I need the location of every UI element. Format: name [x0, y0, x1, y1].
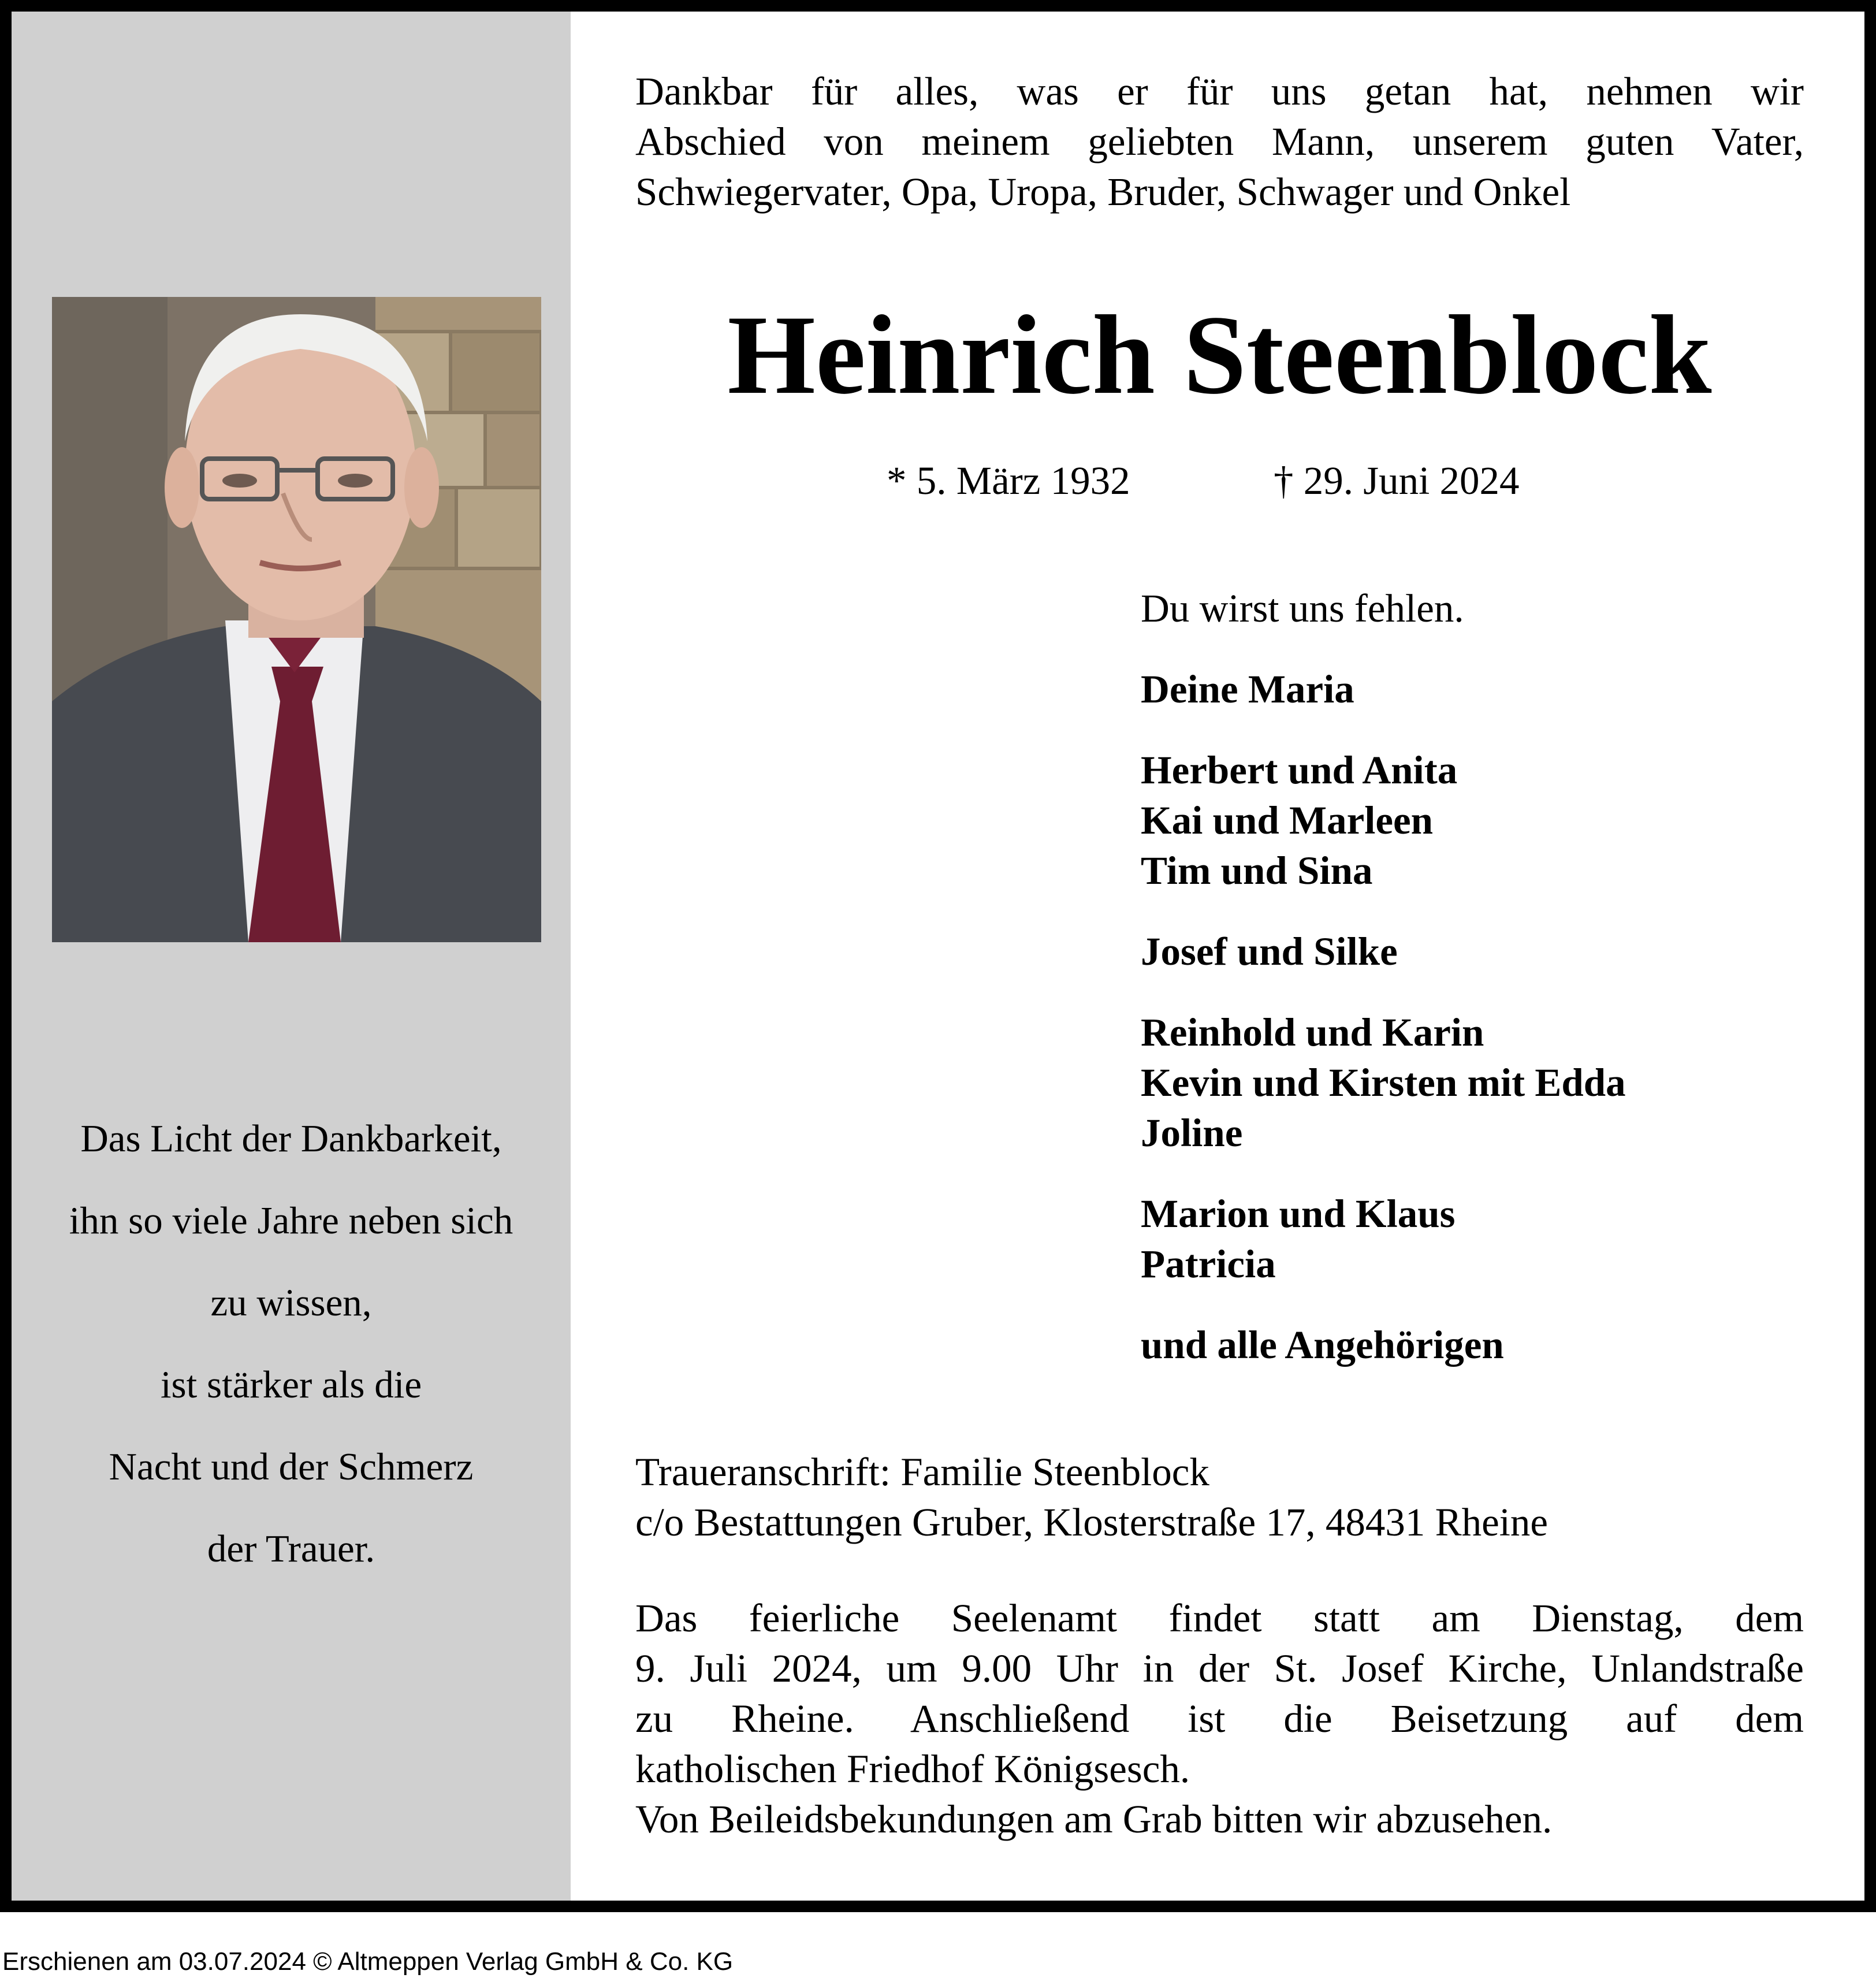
mourning-address [635, 1447, 1548, 1548]
address-line: Traueranschrift: Familie Steenblock [635, 1450, 1209, 1494]
signer-group [1141, 1320, 1626, 1370]
signer-line: und alle Angehörigen [1141, 1323, 1504, 1367]
service-info [635, 1593, 1804, 1845]
intro-line: Schwiegervater, Opa, Uropa, Bruder, Schwager und Onkel [635, 170, 1571, 214]
birth-date: * 5. März 1932 [887, 459, 1130, 503]
portrait-photo [52, 297, 541, 942]
signer-line: Marion und Klaus [1141, 1192, 1456, 1236]
intro-line: Dankbar für alles, was er für uns getan hat, nehmen wir [635, 69, 1804, 113]
signer-group [1141, 1189, 1626, 1289]
sidebar-panel [12, 12, 571, 1901]
closing-line: Du wirst uns fehlen. [1141, 586, 1464, 630]
service-line: Von Beileidsbekundungen am Grab bitten wir abzusehen. [635, 1797, 1553, 1841]
address-line: c/o Bestattungen Gruber, Klosterstraße 17, 48431 Rheine [635, 1500, 1549, 1544]
signer-line: Reinhold und Karin [1141, 1010, 1484, 1054]
signer-line: Josef und Silke [1141, 929, 1398, 973]
signer-line: Patricia [1141, 1242, 1276, 1286]
signer-line: Deine Maria [1141, 667, 1354, 711]
signer-line: Herbert und Anita [1141, 748, 1458, 792]
signer-line: Kevin und Kirsten mit Edda [1141, 1061, 1626, 1105]
signer-line: Kai und Marleen [1141, 798, 1434, 842]
service-line: katholischen Friedhof Königsesch. [635, 1747, 1190, 1791]
poem-line: zu wissen, [210, 1281, 372, 1324]
signer-group [1141, 664, 1626, 715]
publication-footer: Erschienen am 03.07.2024 © Altmeppen Verlag GmbH & Co. KG [2, 1947, 734, 1976]
service-line: zu Rheine. Anschließend ist die Beisetzung auf dem [635, 1697, 1804, 1741]
service-line: 9. Juli 2024, um 9.00 Uhr in der St. Josef Kirche, Unlandstraße [635, 1646, 1804, 1690]
poem-line: ist stärker als die [160, 1363, 422, 1406]
poem [12, 1098, 571, 1590]
signer-line: Tim und Sina [1141, 849, 1373, 893]
poem-line: ihn so viele Jahre neben sich [69, 1199, 513, 1242]
deceased-name: Heinrich Steenblock [727, 292, 1712, 418]
death-date: † 29. Juni 2024 [1274, 459, 1520, 503]
signer-line: Joline [1141, 1111, 1243, 1155]
poem-line: Das Licht der Dankbarkeit, [80, 1117, 502, 1160]
poem-line: Nacht und der Schmerz [109, 1445, 474, 1488]
intro-text [635, 66, 1804, 217]
poem-line: der Trauer. [207, 1527, 375, 1570]
service-line: Das feierliche Seelenamt findet statt am Dienstag, dem [635, 1596, 1804, 1640]
signer-group [1141, 927, 1626, 977]
signer-group [1141, 1007, 1626, 1158]
signers-block [1141, 583, 1626, 1370]
intro-line: Abschied von meinem geliebten Mann, unserem guten Vater, [635, 120, 1804, 163]
signer-group [1141, 745, 1626, 896]
